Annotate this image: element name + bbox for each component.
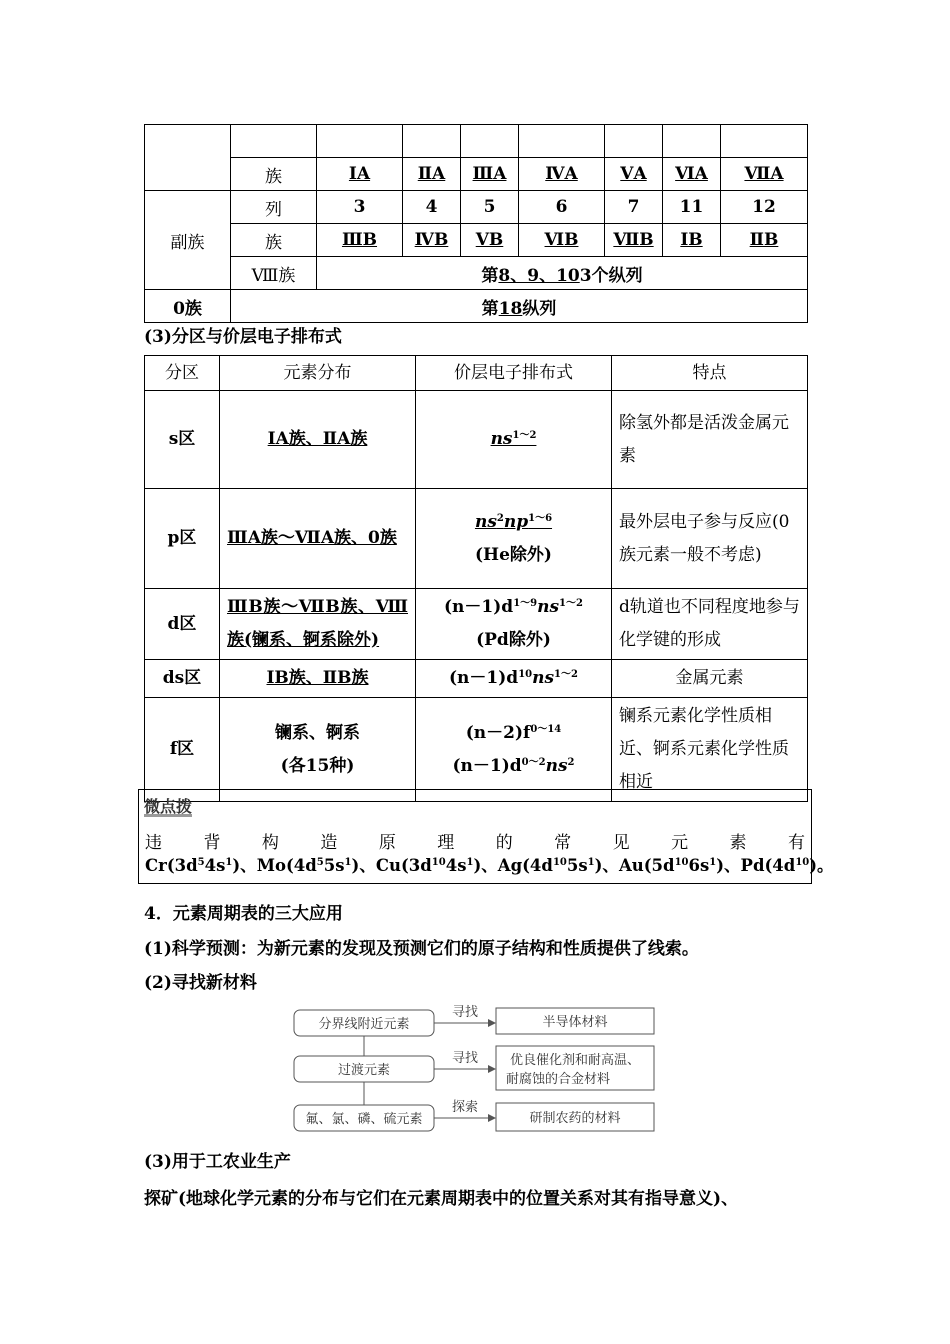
dist-cell: ⅠA族、ⅡA族: [220, 391, 416, 489]
group-cell: ⅠA: [317, 158, 403, 191]
group-cell: ⅤB: [461, 224, 519, 257]
dist-cell: ⅢA族～ⅦA族、0族: [220, 489, 416, 589]
periodic-group-table: [144, 124, 808, 323]
arrow-label: 寻找: [451, 1005, 479, 1020]
table-row: [145, 191, 808, 224]
feature-cell: 除氢外都是活泼金属元素: [612, 391, 808, 489]
header-cell: 分区: [145, 356, 220, 391]
table-cell: [145, 125, 231, 191]
group-cell: ⅦA: [721, 158, 808, 191]
right-label: 耐腐蚀的合金材料: [505, 1072, 611, 1087]
table-row: [145, 224, 808, 257]
dist-cell: 镧系、锕系 (各15种): [220, 698, 416, 802]
tip-box: [138, 789, 834, 884]
section4-p1: (1)科学预测：为新元素的发现及预测它们的原子结构和性质提供了线索。: [144, 939, 699, 959]
viii-value: 第8、9、103个纵列: [317, 257, 808, 290]
section4-p3: (3)用于工农业生产: [144, 1152, 291, 1172]
region-cell: f区: [145, 698, 220, 802]
arrow-label: 寻找: [451, 1051, 479, 1066]
config-cell: $(n-1)d^{1\sim 9}ns^{1\sim 2}$ (Pd除外): [416, 589, 612, 660]
table-row: [145, 698, 808, 802]
column-cell: 12: [721, 191, 808, 224]
table-cell: [403, 125, 461, 158]
sub-zu-label: 族: [231, 224, 317, 257]
config-cell: $ns^{1\sim 2}$: [416, 391, 612, 489]
feature-cell: 最外层电子参与反应(0族元素一般不考虑): [612, 489, 808, 589]
tip-label: 微点拨: [144, 797, 193, 816]
table-row: [145, 257, 808, 290]
region-cell: d区: [145, 589, 220, 660]
column-cell: 11: [663, 191, 721, 224]
right-label: 研制农药的材料: [529, 1111, 621, 1126]
table-header-row: [145, 356, 808, 391]
table-cell: [721, 125, 808, 158]
column-cell: 3: [317, 191, 403, 224]
materials-diagram: [290, 1000, 670, 1140]
config-cell: $(n-2)f^{0\sim 14}$ $(n-1)d^{0\sim 2}ns^2$: [416, 698, 612, 802]
table-row: [145, 290, 808, 323]
config-cell: $ns^2np^{1\sim 6}$ (He除外): [416, 489, 612, 589]
table-row: [145, 391, 808, 489]
table-row: [145, 158, 808, 191]
table-row: [145, 125, 808, 158]
region-cell: ds区: [145, 660, 220, 698]
group-cell: ⅣB: [403, 224, 461, 257]
dist-cell: ⅠB族、ⅡB族: [220, 660, 416, 698]
group-cell: ⅢB: [317, 224, 403, 257]
zero-value: 第18纵列: [231, 290, 808, 323]
column-cell: 6: [519, 191, 605, 224]
left-label: 分界线附近元素: [318, 1017, 410, 1032]
arrow-head: [488, 1065, 496, 1073]
header-cell: 价层电子排布式: [416, 356, 612, 391]
header-cell: 元素分布: [220, 356, 416, 391]
left-label: 氟、氯、磷、硫元素: [305, 1112, 423, 1127]
tip-examples: $Cr(3d^54s^1)$、$Mo(4d^55s^1)$、$Cu(3d^{10}4s^1)$、$Ag(4d^{10}5s^1)$、$Au(5d^{10}6s^1)$、$Pd(4d^{10})$。: [145, 856, 834, 875]
lie-label: 列: [231, 191, 317, 224]
left-label: 过渡元素: [337, 1063, 391, 1078]
feature-cell: 金属元素: [612, 660, 808, 698]
table-row: [145, 489, 808, 589]
arrow-head: [488, 1019, 496, 1027]
section4-p2: (2)寻找新材料: [144, 973, 257, 993]
section4-p4: 探矿(地球化学元素的分布与它们在元素周期表中的位置关系对其有指导意义)、: [144, 1189, 739, 1209]
feature-cell: 镧系元素化学性质相近、锕系元素化学性质相近: [612, 698, 808, 802]
right-label: 半导体材料: [542, 1015, 608, 1030]
table-cell: [461, 125, 519, 158]
region-cell: s区: [145, 391, 220, 489]
table-cell: [605, 125, 663, 158]
table-cell: [231, 125, 317, 158]
viii-label: Ⅷ族: [231, 257, 317, 290]
group-cell: ⅥA: [663, 158, 721, 191]
header-cell: 特点: [612, 356, 808, 391]
sub-group-header: 副族: [145, 191, 231, 290]
column-cell: 7: [605, 191, 663, 224]
section4-title: 4．元素周期表的三大应用: [144, 904, 343, 924]
group-cell: ⅣA: [519, 158, 605, 191]
tip-text-row: 违 背 构 造 原 理 的 常 见 元 素 有: [145, 833, 805, 853]
column-cell: 5: [461, 191, 519, 224]
group-cell: ⅠB: [663, 224, 721, 257]
table-row: [145, 589, 808, 660]
table-cell: [317, 125, 403, 158]
group-cell: ⅡA: [403, 158, 461, 191]
table-cell: [663, 125, 721, 158]
group-cell: ⅥB: [519, 224, 605, 257]
group-cell: ⅦB: [605, 224, 663, 257]
region-table: [144, 355, 808, 802]
section3-title: (3)分区与价层电子排布式: [144, 327, 342, 347]
table-cell: [519, 125, 605, 158]
feature-cell: d轨道也不同程度地参与化学键的形成: [612, 589, 808, 660]
main-zu-label: 族: [231, 158, 317, 191]
region-cell: p区: [145, 489, 220, 589]
table-row: [145, 660, 808, 698]
config-cell: $(n-1)d^{10}ns^{1\sim 2}$: [416, 660, 612, 698]
column-cell: 4: [403, 191, 461, 224]
group-cell: ⅤA: [605, 158, 663, 191]
dist-cell: ⅢB族～ⅦB族、Ⅷ族(镧系、锕系除外): [220, 589, 416, 660]
zero-label: 0族: [145, 290, 231, 323]
arrow-label: 探索: [451, 1100, 479, 1115]
right-label: 优良催化剂和耐高温、: [509, 1053, 641, 1068]
group-cell: ⅡB: [721, 224, 808, 257]
group-cell: ⅢA: [461, 158, 519, 191]
arrow-head: [488, 1114, 496, 1122]
